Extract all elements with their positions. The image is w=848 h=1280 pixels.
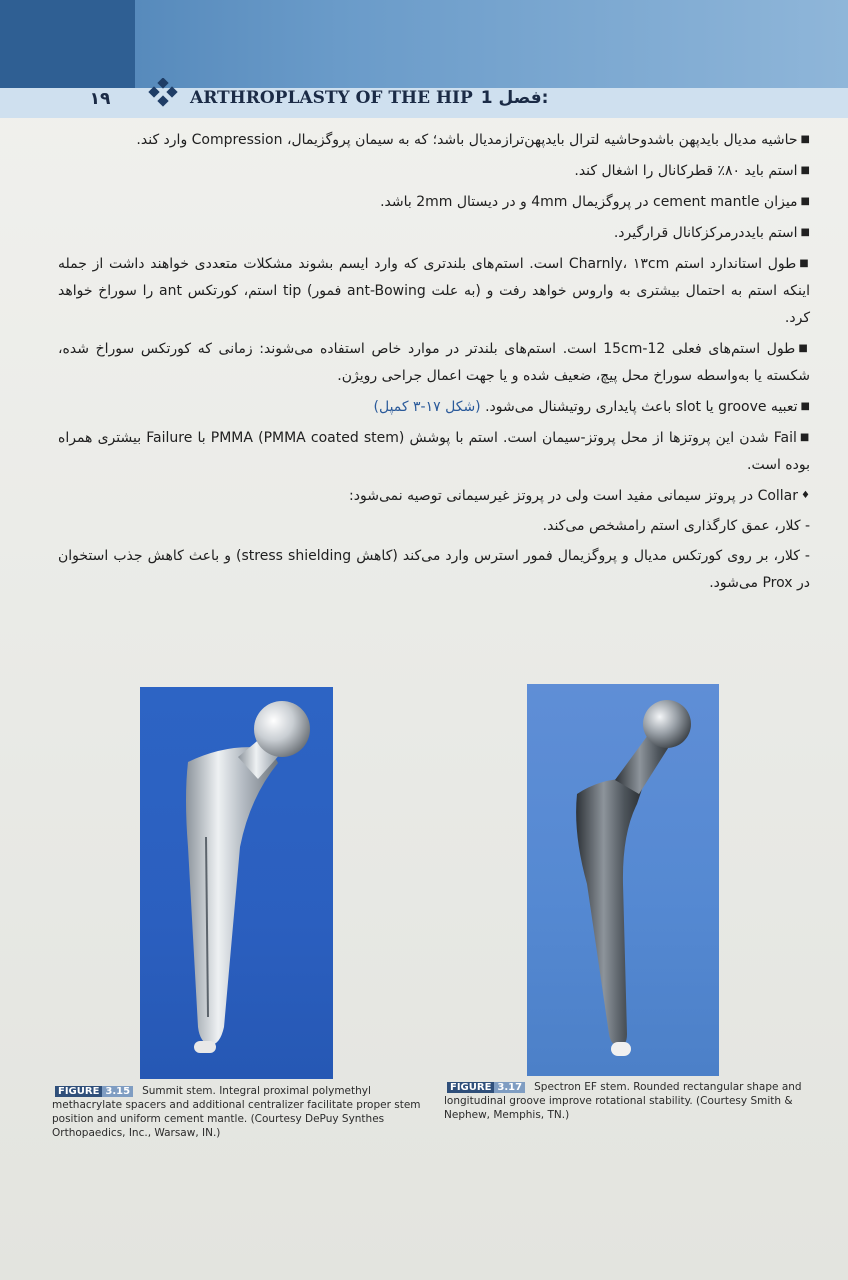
square-bullet-icon: ■ — [800, 134, 810, 145]
paragraph-text: طول استم‌های فعلی 12-15cm است. استم‌های بلندتر در موارد خاص استفاده می‌شوند: زمانی که کورتکس سوراخ شده، شکسته یا به‌واسطه سوراخ محل پیچ، ضعیف شده و یا جهت اعمال جراحی رویژن. — [58, 341, 810, 384]
square-bullet-icon: ■ — [800, 165, 810, 176]
figure-photo-summit-stem — [140, 687, 333, 1079]
paragraph-text: استم باید ۸۰٪ قطرکانال را اشغال کند. — [574, 163, 798, 179]
body-text — [58, 126, 810, 600]
paragraph — [58, 393, 810, 421]
paragraph — [58, 188, 810, 216]
hip-stem-illustration — [527, 684, 719, 1076]
paragraph — [58, 126, 810, 154]
paragraph-text: طول استاندارد استم Charnly، ۱۳cm است. استم‌های بلندتری که وارد ایسم بشوند مشکلات متعددی خواهند داشت از جمله اینکه استم به احتمال بیشتری به واروس خواهد رفت و (به علت ant-Bowing فمور) tip استم، کورتکس ant را سوراخ خواهد کرد. — [58, 256, 810, 326]
header-accent-block — [0, 0, 135, 92]
paragraph — [58, 250, 810, 332]
paragraph-text: - کلار، عمق کارگذاری استم رامشخص می‌کند. — [542, 518, 810, 534]
hip-stem-illustration — [140, 687, 333, 1079]
figure-caption — [444, 1080, 818, 1122]
paragraph — [58, 157, 810, 185]
cross-reference: (شکل ۱۷-۳ کمپل) — [373, 399, 481, 415]
square-bullet-icon: ■ — [798, 343, 810, 354]
square-bullet-icon: ■ — [800, 401, 810, 412]
paragraph — [58, 482, 810, 510]
paragraph-text: میزان cement mantle در پروگزیمال 4mm و در دیستال 2mm باشد. — [380, 194, 798, 210]
diamond-bullet-icon: ♦ — [801, 490, 810, 501]
figure-photo-spectron-stem — [527, 684, 719, 1076]
paragraph-text: استم بایددرمرکزکانال قرارگیرد. — [613, 225, 798, 241]
paragraph — [58, 219, 810, 247]
paragraph — [58, 424, 810, 479]
square-bullet-icon: ■ — [799, 258, 810, 269]
figure-label: FIGURE 3.17 — [444, 1081, 528, 1094]
paragraph-text: حاشیه مدیال بایدپهن باشدوحاشیه لترال بایدپهن‌ترازمدیال باشد؛ که به سیمان پروگزیمال، Compression وارد کند. — [136, 132, 798, 148]
caption-text: Spectron EF stem. Rounded rectangular shape and longitudinal groove improve rotational stability. (Courtesy Smith & Nephew, Memphis, TN.) — [444, 1081, 802, 1121]
diamond-cluster-icon — [146, 78, 182, 108]
paragraph-text: Fail شدن این پروتزها از محل پروتز-سیمان است. استم با پوشش PMMA (PMMA coated stem) با Failure بیشتری همراه بوده است. — [58, 430, 810, 473]
figure-label: FIGURE 3.15 — [52, 1085, 136, 1098]
square-bullet-icon: ■ — [800, 196, 810, 207]
caption-text: Summit stem. Integral proximal polymethyl methacrylate spacers and additional centralizer facilitate proper stem position and uniform cement mantle. (Courtesy DePuy Synthes Orthopaedics, Inc., Warsaw, IN.) — [52, 1085, 421, 1139]
paragraph-text: Collar در پروتز سیمانی مفید است ولی در پروتز غیرسیمانی توصیه نمی‌شود: — [349, 488, 799, 504]
paragraph-text: تعبیه groove یا slot باعث پایداری روتیشنال می‌شود. — [485, 399, 798, 415]
paragraph — [58, 335, 810, 390]
page-number: ۱۹ — [89, 89, 111, 109]
paragraph — [58, 543, 810, 597]
chapter-title — [190, 88, 548, 112]
figure-caption — [52, 1084, 422, 1140]
square-bullet-icon: ■ — [799, 432, 811, 443]
chapter-prefix: فصل 1: — [480, 88, 549, 108]
paragraph-text: - کلار، بر روی کورتکس مدیال و پروگزیمال فمور استرس وارد می‌کند (کاهش stress shielding) و باعث کاهش جذب استخوان در Prox می‌شود. — [58, 548, 810, 591]
chapter-title-english: ARTHROPLASTY OF THE HIP — [190, 88, 473, 108]
square-bullet-icon: ■ — [800, 227, 810, 238]
paragraph — [58, 513, 810, 540]
